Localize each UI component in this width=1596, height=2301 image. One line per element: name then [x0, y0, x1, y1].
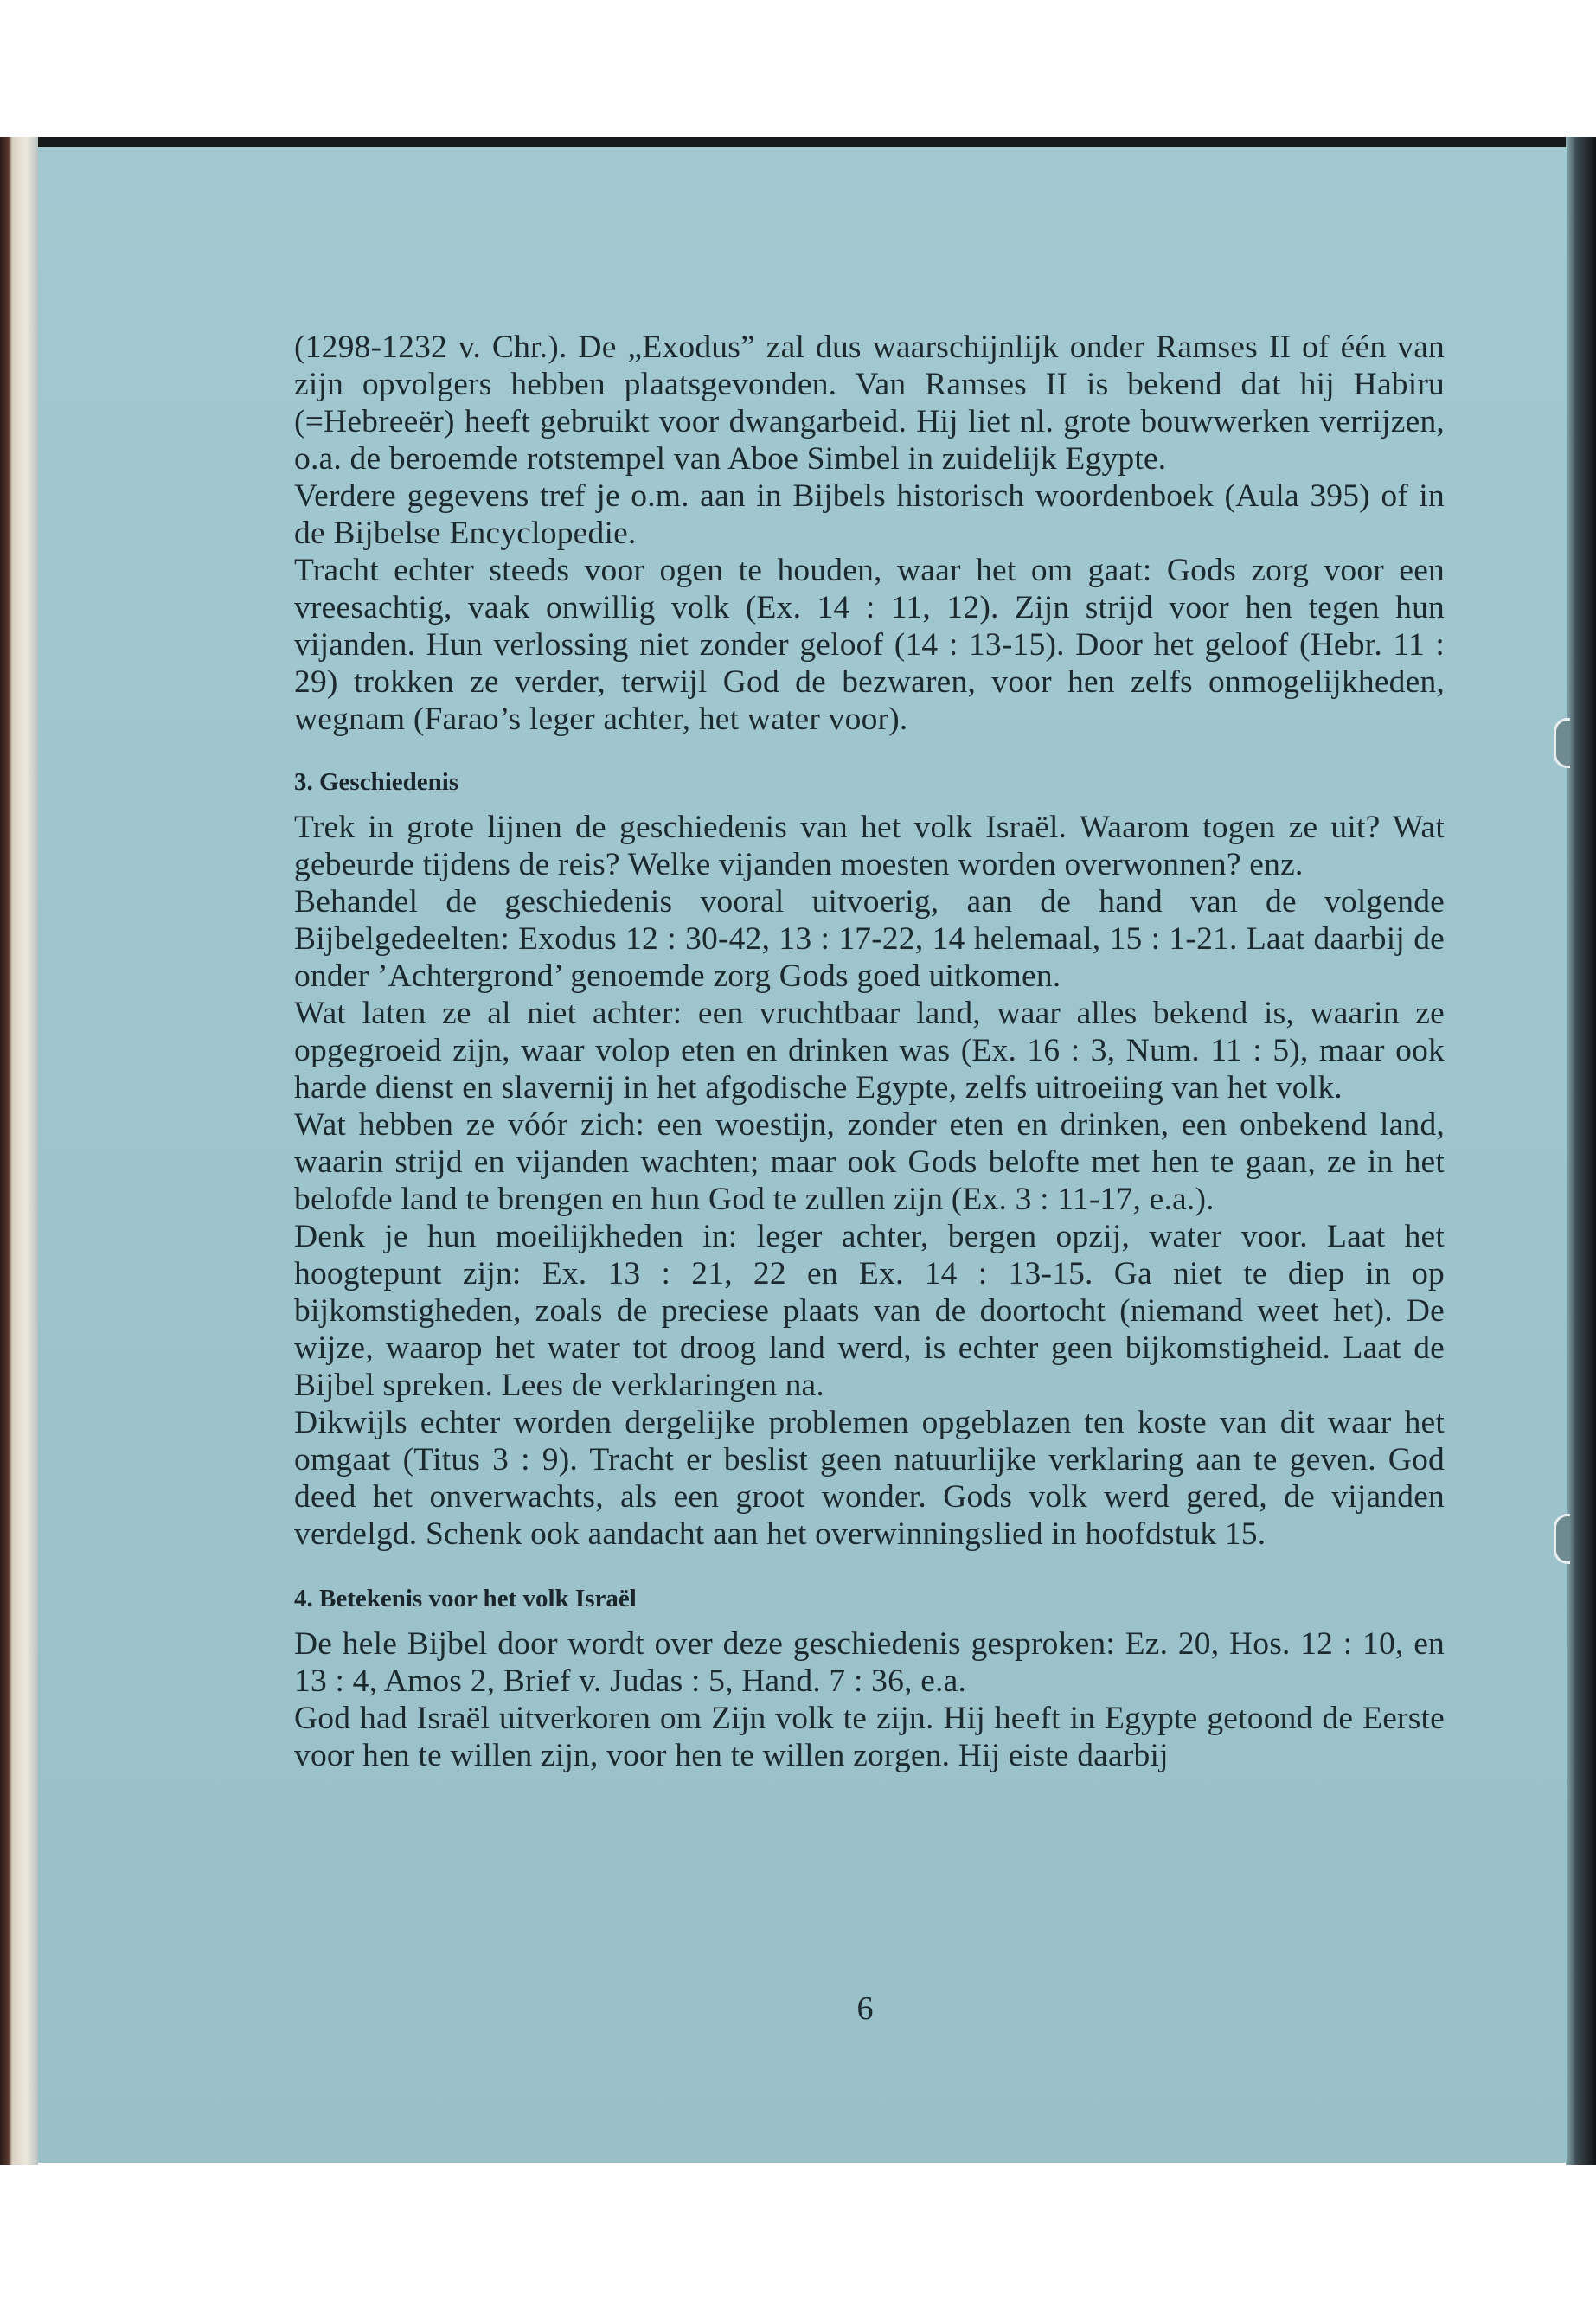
scan-right-edge [1566, 137, 1596, 2165]
paragraph: Dikwijls echter worden dergelijke problemen opgeblazen ten koste van dit waar het omgaat (Titus 3 : 9). Tracht er beslist geen natuurlijke verklaring aan te geven. God deed het onverwachts, als een groot wonder. Gods volk werd gered, de vijanden verdelgd. Schenk ook aandacht aan het overwinningslied in hoofdstuk 15. [294, 1405, 1445, 1552]
page-number: 6 [856, 1990, 874, 2027]
section-betekenis [294, 1584, 1445, 1774]
paragraph: Verdere gegevens tref je o.m. aan in Bijbels historisch woordenboek (Aula 395) of in de Bijbelse Encyclopedie. [294, 478, 1445, 551]
page-text [294, 329, 1445, 1774]
section-heading: 3. Geschiedenis [294, 768, 459, 796]
section-heading: 4. Betekenis voor het volk Israël [294, 1585, 637, 1612]
paragraph: Trek in grote lijnen de geschiedenis van het volk Israël. Waarom togen ze uit? Wat gebeurde tijdens de reis? Welke vijanden moesten worden overwonnen? enz. [294, 810, 1445, 882]
page-edge-tab-mark [1554, 1514, 1570, 1564]
paragraph: Behandel de geschiedenis vooral uitvoerig, aan de hand van de volgende Bijbelgedeelten: Exodus 12 : 30-42, 13 : 17-22, 14 helemaal, 15 : 1-21. Laat daarbij de onder ’Achtergrond’ genoemde zorg Gods goed uitkomen. [294, 884, 1445, 994]
section-background [294, 329, 1445, 738]
page-edge-tab-mark [1554, 718, 1570, 768]
paragraph: (1298-1232 v. Chr.). De „Exodus” zal dus waarschijnlijk onder Ramses II of één van zijn opvolgers hebben plaatsgevonden. Van Ramses II is bekend dat hij Habiru (=Hebreeër) heeft gebruikt voor dwangarbeid. Hij liet nl. grote bouwwerken verrijzen, o.a. de beroemde rotstempel van Aboe Simbel in zuidelijk Egypte. [294, 330, 1445, 477]
paragraph: Wat laten ze al niet achter: een vruchtbaar land, waar alles bekend is, waarin ze opgegroeid zijn, waar volop eten en drinken was (Ex. 16 : 3, Num. 11 : 5), maar ook harde dienst en slavernij in het afgodische Egypte, zelfs uitroeiing van het volk. [294, 996, 1445, 1106]
paragraph: God had Israël uitverkoren om Zijn volk te zijn. Hij heeft in Egypte getoond de Eerste voor hen te willen zijn, voor hen te willen zorgen. Hij eiste daarbij [294, 1701, 1445, 1773]
paragraph: Tracht echter steeds voor ogen te houden, waar het om gaat: Gods zorg voor een vreesachtig, vaak onwillig volk (Ex. 14 : 11, 12). Zijn strijd voor hen tegen hun vijanden. Hun verlossing niet zonder geloof (14 : 13-15). Door het geloof (Hebr. 11 : 29) trokken ze verder, terwijl God de bezwaren, voor hen zelfs onmogelijkheden, wegnam (Farao’s leger achter, het water voor). [294, 553, 1445, 737]
paragraph: Denk je hun moeilijkheden in: leger achter, bergen opzij, water voor. Laat het hoogtepunt zijn: Ex. 13 : 21, 22 en Ex. 14 : 13-15. Ga niet te diep in op bijkomstigheden, zoals de preciese plaats van de doortocht (niemand weet het). De wijze, waarop het water tot droog land werd, is echter geen bijkomstigheid. Laat de Bijbel spreken. Lees de verklaringen na. [294, 1219, 1445, 1403]
paragraph: Wat hebben ze vóór zich: een woestijn, zonder eten en drinken, een onbekend land, waarin strijd en vijanden wachten; maar ook Gods belofte met hen te gaan, ze in het belofde land te brengen en hun God te zullen zijn (Ex. 3 : 11-17, e.a.). [294, 1107, 1445, 1217]
book-spine-edge [0, 137, 38, 2165]
section-geschiedenis [294, 767, 1445, 1553]
paragraph: De hele Bijbel door wordt over deze geschiedenis gesproken: Ez. 20, Hos. 12 : 10, en 13 : 4, Amos 2, Brief v. Judas : 5, Hand. 7 : 36, e.a. [294, 1626, 1445, 1699]
